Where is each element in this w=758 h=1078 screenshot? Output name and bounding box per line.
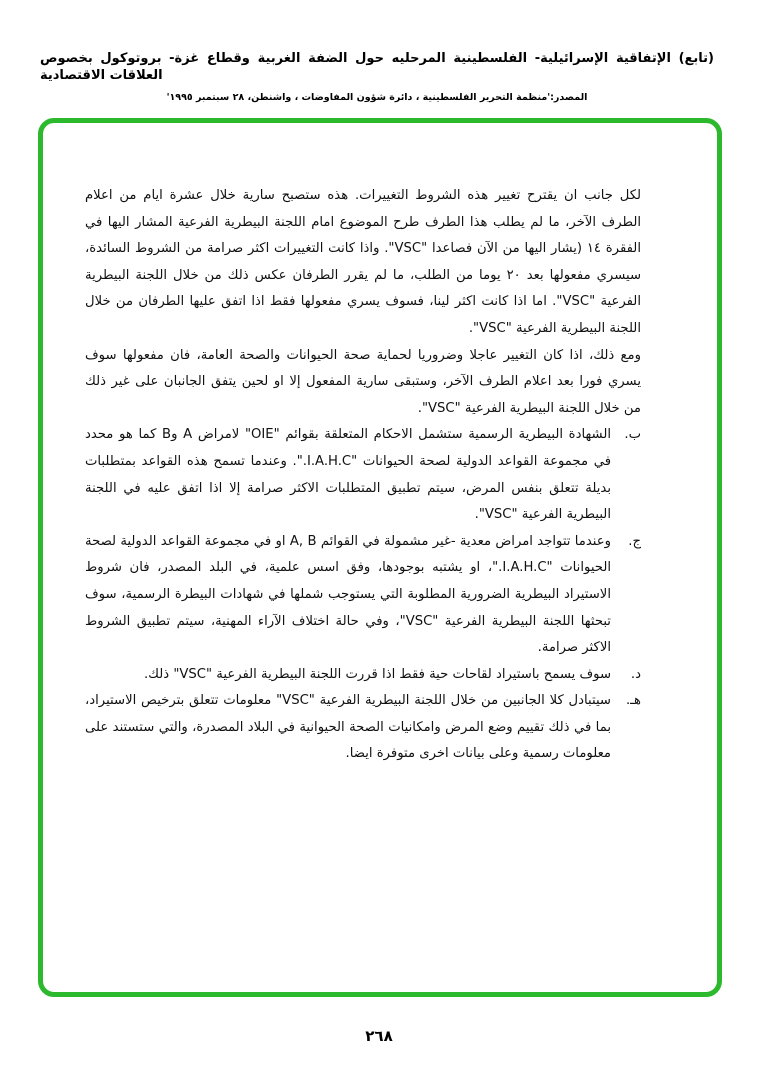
document-header [40,50,714,104]
paragraph-marker: هـ. [625,693,641,709]
green-border-frame [38,118,722,997]
paragraph-marker: ج. [628,533,641,549]
paragraph-continuation-2: ومع ذلك، اذا كان التغيير عاجلا وضروريا لحماية صحة الحيوانات والصحة العامة، فان مفعولها سوف يسري فورا بعد اعلام الطرف الآخر، وستبقى سارية المفعول إلا او لحين يتفق الجانبان على غير ذلك من خلال اللجنة البيطرية الفرعية "VSC". [85,347,641,416]
paragraph-marker: د. [630,666,641,682]
page-title: (تابع) الإتفاقية الإسرائيلية- الفلسطينية المرحليه حول الضفة الغربية وقطاع غزة- بروتوكول بخصوص العلاقات الاقتصادية [40,51,714,83]
paragraph-text: وعندما تتواجد امراض معدية -غير مشمولة في القوائم A, B او في مجموعة القواعد الدولية لصحة الحيوانات "I.A.H.C."، او يشتبه بوجودها، وفق اسس علمية، في البلد المصدر، فان شروط الاستيراد البيطرية الضرورية المطلوبة التي يستوجب شملها في شهادات البيطرة الرسمية، سوف تبحثها اللجنة البيطرية الفرعية "VSC"، وفي حالة اختلاف الآراء المهنية، سيتم تطبيق الشروط الاكثر صرامة. [85,533,612,656]
source-line: المصدر:'منظمة التحرير الفلسطينية ، دائرة شؤون المفاوضات ، واشنطن، ٢٨ سبتمبر ١٩٩٥' [166,92,588,103]
paragraph-text: سوف يسمح باستيراد لقاحات حية فقط اذا قررت اللجنة البيطرية الفرعية "VSC" ذلك. [143,666,611,682]
paragraph-item-b [85,422,641,528]
paragraph-continuation-1: لكل جانب ان يقترح تغيير هذه الشروط التغييرات. هذه ستصبح سارية خلال عشرة ايام من اعلام الطرف الآخر، ما لم يطلب هذا الطرف طرح الموضوع امام اللجنة البيطرية الفرعية المشار اليها في الفقرة ١٤ (يشار اليها من الآن فصاعدا "VSC". واذا كانت التغييرات اكثر صرامة من الشروط السائدة، سيسري مفعولها بعد ٢٠ يوما من الطلب، ما لم يقرر الطرفان عكس ذلك من خلال اللجنة البيطرية الفرعية "VSC". اما اذا كانت اكثر لينا، فسوف يسري مفعولها فقط اذا اتفق عليها الطرفان من خلال اللجنة البيطرية الفرعية "VSC". [85,188,642,336]
paragraph-item-h [85,688,641,768]
paragraph-item-j [85,529,641,662]
paragraph-item-d [85,662,641,689]
document-body [85,183,641,768]
paragraph-text: سيتبادل كلا الجانبين من خلال اللجنة البيطرية الفرعية "VSC" معلومات تتعلق بترخيص الاستيراد، بما في ذلك تقييم وضع المرض وامكانيات الصحة الحيوانية في البلاد المصدرة، والتي ستستند على معلومات رسمية وعلى بيانات اخرى متوفرة ايضا. [85,693,611,762]
page-number: ٢٦٨ [365,1027,393,1045]
document-footer [0,1026,758,1045]
paragraph-text: الشهادة البيطرية الرسمية ستشمل الاحكام المتعلقة بقوائم "OIE" لامراض A وB كما هو محدد في مجموعة القواعد الدولية لصحة الحيوانات "I.A.H.C.". وعندما تسمح هذه القواعد بمتطلبات بديلة تتعلق بنفس المرض، سيتم تطبيق المتطلبات الاكثر صرامة إلا اذا اتفق عليه في اللجنة البيطرية الفرعية "VSC". [85,427,611,523]
paragraph-marker: ب. [624,427,641,443]
